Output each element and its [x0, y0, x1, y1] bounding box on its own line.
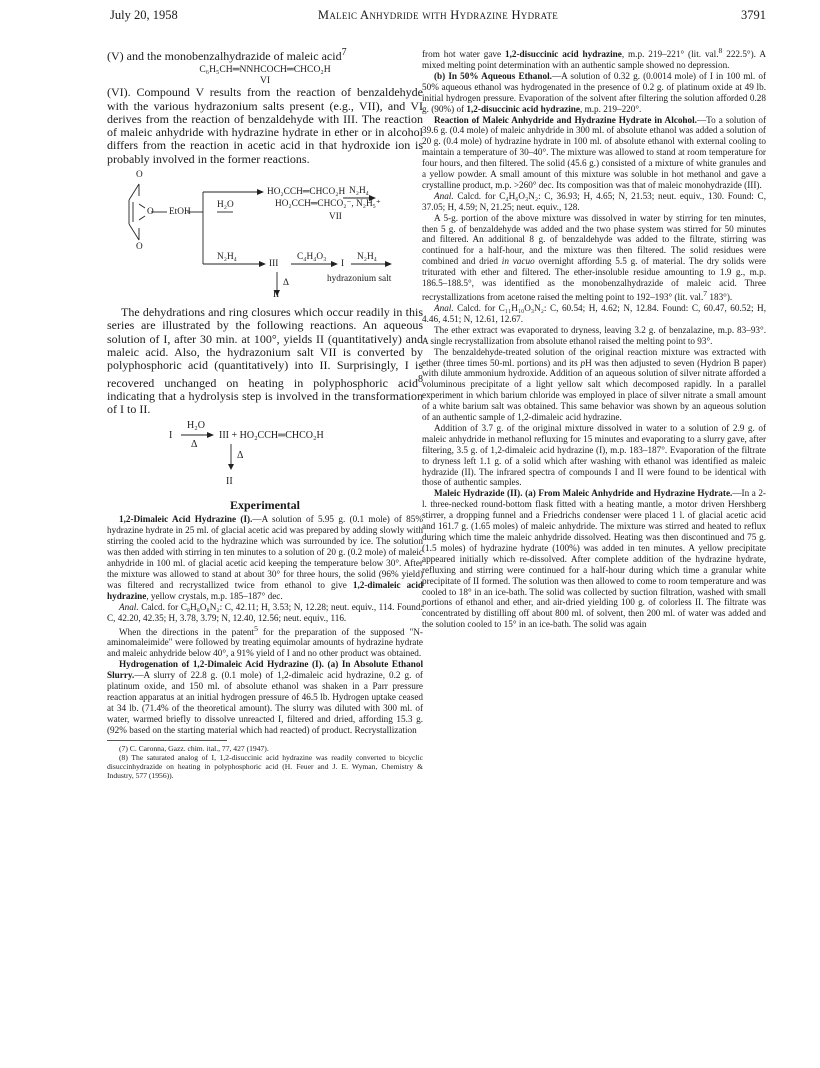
maleic-hydrazide-paragraph: Maleic Hydrazide (II). (a) From Maleic Anhydride and Hydrazine Hydrate.—In a 2-l. three-necked round-bottom flask fitted with a heating mantle, a motor driven Hershberg stirrer, a dropping funnel and a Friedrichs condenser were placed 1 l. of glacial acetic acid and 161.7 g. (1.65 moles) of maleic anhydride. The mixture was stirred and heated to reflux during which time the maleic anhydride dissolved. Heating was then discontinued and 75 g. (1.5 moles) of hydrazine hydrate (100%) was added in ten minutes. A yellow precipitate appeared initially which re-dissolved. After complete addition of the hydrazine hydrate, refluxing and stirring were continued for a half-hour during which time a granular white precipitate of II formed. The solution was then allowed to come to room temperature and was cooled to 18° in an ice-bath. The solid was collected by suction filtration, washed with small portions of ethanol and ether, and air-dried yielding 100 g. of colorless II. The filtrate was concentrated by distilling off about 800 ml. of solvent, then 200 ml. of water was added and the solution cooled to 15° in an ice-bath. The solid was again [422, 488, 766, 630]
reaction-scheme-2 [107, 420, 423, 492]
scheme2-products: III + HO₂CCH═CHCO₂H [219, 430, 324, 442]
carbonyl-o-top: O [136, 170, 143, 181]
header-title: Maleic Anhydride with Hydrazine Hydrate [317, 8, 559, 22]
formula-vi: C₆H₅CH═NNHCOCH═CHCO₂H [199, 64, 331, 76]
ring-o: O [147, 207, 154, 218]
h2o-label: H₂O [217, 200, 234, 211]
delta-1: Δ [283, 278, 289, 289]
compound-vii-label: VII [329, 212, 342, 223]
scheme2-delta-2: Δ [237, 450, 244, 462]
compound-i-label: I [341, 259, 345, 270]
compound-iii-label: III [269, 259, 279, 270]
c4h4o3-label: C₄H₄O₃ [297, 252, 327, 263]
footnote-7: (7) C. Caronna, Gazz. chim. ital., 77, 427 (1947). [119, 743, 269, 753]
anal-3-paragraph: Anal. Calcd. for C₁₁H₁₀O₃N₂: C, 60.54; H, 4.62; N, 12.84. Found: C, 60.47, 60.52; H, 4.46, 4.51; N, 12.61, 12.67. [422, 302, 766, 324]
footnote-rule [107, 740, 227, 741]
page-number: 3791 [741, 8, 766, 22]
exp-dimaleic-paragraph: 1,2-Dimaleic Acid Hydrazine (I).—A solution of 5.95 g. (0.1 mole) of 85% hydrazine hydrate in 25 ml. of glacial acetic acid was prepared by adding slowly with stirring the cooled acid to the hydrazine which was surrounded by ice. The solution was then added with stirring in ten minutes to a solution of 20 g. (0.2 mole) of maleic anhydride in 100 ml. of glacial acetic acid keeping the temperature below 30°. After the mixture was allowed to stand at about 30° for three hours, the solid (96% yield) was filtered and recrystallized twice from ethanol to give 1,2-dimaleic acid hydrazine, yellow crystals, m.p. 185–187° dec. [107, 514, 423, 601]
reaction-alcohol-paragraph: Reaction of Maleic Anhydride and Hydrazine Hydrate in Alcohol.—To a solution of 39.6 g. (0.4 mole) of maleic anhydride in 300 ml. of absolute ethanol was added a solution of 20 g. (0.4 mole) of hydrazine hydrate in 100 ml. of absolute ethanol with external cooling to maintain a temperature of 30–40°. The mixture was allowed to stand at room temperature for four hours, and then filtered. The solid (45.6 g.) consisted of a mixture of white granules and a yellow powder. A small amount of this mixture was soluble in hot methanol and gave a crystalline product, m.p. >260° dec. Its composition was that of maleic monohydrazide (III). [422, 114, 766, 190]
hydrazonium-salt-formula: HO₂CCH═CHCO₂⁻, N₂H₅⁺ [275, 199, 381, 210]
etoh-label: EtOH [169, 207, 191, 218]
ether-extract-paragraph: The ether extract was evaporated to dryness, leaving 3.2 g. of benzalazine, m.p. 83–93°. A single recrystallization from absolute ethanol raised the melting point to 93°. [422, 324, 766, 346]
silver-nitrate-paragraph: The benzaldehyde-treated solution of the original reaction mixture was extracted with ether (three times 50-ml. portions) and its pH was then adjusted to seven (Hydrion B paper) with dilute ammonium hydroxide. Addition of an aqueous solution of silver nitrate afforded a voluminous precipitate of a light yellow salt which decomposed rapidly. In a parallel experiment in which barium chloride was employed in place of silver nitrate a small amount of a white barium salt was obtained. This same behavior was shown by an aqueous solution of an authentic sample of 1,2-dimaleic acid hydrazine. [422, 346, 766, 423]
anal-1-paragraph: Anal. Calcd. for C₈H₈O₈N₂: C, 42.11; H, 3.53; N, 12.28; neut. equiv., 114. Found: C, 42.20, 42.35; H, 3.78, 3.79; N, 12.40, 12.56; neut. equiv., 116. [107, 601, 423, 623]
scheme2-compound-ii: II [226, 476, 233, 488]
reaction-scheme-1 [107, 168, 423, 300]
benzaldehyde-paragraph: A 5-g. portion of the above mixture was dissolved in water by stirring for ten minutes, then 5 g. of benzaldehyde was added and the two phase system was stirred for 50 minutes and filtered. An additional 8 g. of benzaldehyde was added to the filtrate, stirring was continued for a half-hour, and the mixture was then filtered. The solid residues were combined and dried in vacuo overnight affording 5.5 g. of material. The dry solids were triturated with ether and filtered. The ether-insoluble residue amounting to 1.9 g., m.p. 186.5–188.5°, was identified as the monobenzalhydrazide of maleic acid. Three recrystallizations from acetone raised the melting point to 192–193° (lit. val.$^7$ 183°). [422, 212, 766, 303]
n2h4-right-label: N₂H₄ [357, 252, 377, 263]
intro-block [107, 46, 423, 63]
scheme2-delta: Δ [191, 439, 198, 451]
intro-line: (V) and the monobenzalhydrazide of maleic acid$^7$ [107, 47, 347, 63]
hydrazonium-salt-label: hydrazonium salt [327, 274, 392, 285]
scheme2-compound-i: I [169, 430, 173, 442]
discussion-block-1 [107, 86, 423, 166]
formula-vi-label: VI [259, 75, 271, 87]
recrystallization-paragraph: from hot water gave 1,2-disuccinic acid hydrazine, m.p. 219–221° (lit. val.$^8$ 222.5°). A mixed melting point determination with an authentic sample showed no depression. [422, 46, 766, 70]
compound-ii-label: II [273, 290, 280, 301]
scheme2-h2o: H₂O [187, 420, 205, 432]
patent-paragraph: When the directions in the patent$^5$ for the preparation of the supposed "N-aminomaleimide" were followed by treating equimolar amounts of hydrazine hydrate and maleic anhydride below 40°, a 91% yield of I and no other product was obtained. [107, 623, 423, 659]
footnote-8: (8) The saturated analog of I, 1,2-disuccinic acid hydrazine was readily converted to bicyclic disuccinhydrazide on heating in polyphosphoric acid (H. Feuer and J. E. Wyman, Chemistry & Industry, 577 (1956)). [107, 752, 423, 780]
left-column [107, 46, 423, 780]
hydrogenation-paragraph: Hydrogenation of 1,2-Dimaleic Acid Hydrazine (I). (a) In Absolute Ethanol Slurry.—A slurry of 22.8 g. (0.1 mole) of 1,2-dimaleic acid hydrazine, 0.2 g. of platinum oxide, and 150 ml. of absolute ethanol was shaken in a Parr pressure reaction apparatus at an initial hydrogen pressure of 46.5 lb. Hydrogen uptake ceased at 34 lb. (71.4% of the theoretical amount). The slurry was diluted with 300 ml. of water, warmed briefly to dissolve unreacted I, filtered and dried, affording 15.3 g. (92% based on the starting material which had reacted) of product. Recrystallization [107, 659, 423, 735]
aqueous-ethanol-paragraph: (b) In 50% Aqueous Ethanol.—A solution of 0.32 g. (0.0014 mole) of I in 100 ml. of 50% aqueous ethanol was hydrogenated in the presence of 0.2 g. of platinum oxide at 49 lb. initial hydrogen pressure. Evaporation of the solvent after filtering the solution afforded 0.28 g. (90%) of 1,2-disuccinic acid hydrazine, m.p. 219–220°. [422, 70, 767, 114]
experimental-heading: Experimental [230, 498, 300, 513]
right-column [422, 46, 766, 630]
running-header [110, 8, 766, 26]
discussion-block-2 [107, 306, 423, 416]
discussion-paragraph-1: (VI). Compound V results from the reaction of benzaldehyde with the various hydrazonium salts present (e.g., VII), and VI derives from the reaction of benzaldehyde with III. The reaction of maleic anhydride with hydrazine hydrate in ether or in alcohol differs from the reaction in acetic acid in that hydroxide ion is probably involved in the former reactions. [107, 85, 423, 166]
carbonyl-o-bottom: O [136, 242, 143, 253]
methanol-addition-paragraph: Addition of 3.7 g. of the original mixture dissolved in water to a solution of 2.9 g. of maleic anhydride in methanol refluxing for 15 minutes and evaporating to a slurry gave, after filtering, 3.5 g. of 1,2-dimaleic acid hydrazine (I), m.p. 183–187°. Evaporation of the filtrate to dryness left 1.1 g. of a solid which after washing with ethanol was identified as maleic hydrazide (II). The infrared spectra of compounds I and II were found to be identical with those of authentic samples. [422, 422, 766, 488]
header-date: July 20, 1958 [110, 8, 178, 22]
n2h4-lower-label: N₂H₄ [217, 252, 237, 263]
n2h4-top-label: N₂H₄ [349, 186, 369, 197]
discussion-paragraph-2: The dehydrations and ring closures which occur readily in this series are illustrated by the following reactions. An aqueous solution of I, after 30 min. at 100°, yields II (quantitatively) and maleic acid. Also, the hydrazonium salt VII is converted by polyphosphoric acid (quantitatively) into II. Surprisingly, I is recovered unchanged on heating in polyphosphoric acid$^8$ indicating that a hydrolysis step is involved in the transformation of I to II. [107, 305, 423, 417]
maleic-acid-formula: HO₂CCH═CHCO₂H [267, 187, 346, 198]
anal-2-paragraph: Anal. Calcd. for C₄H₆O₃N₂: C, 36.93; H, 4.65; N, 21.53; neut. equiv., 130. Found: C, 37.05; H, 4.59; N, 21.25; neut. equiv., 128. [422, 190, 766, 212]
